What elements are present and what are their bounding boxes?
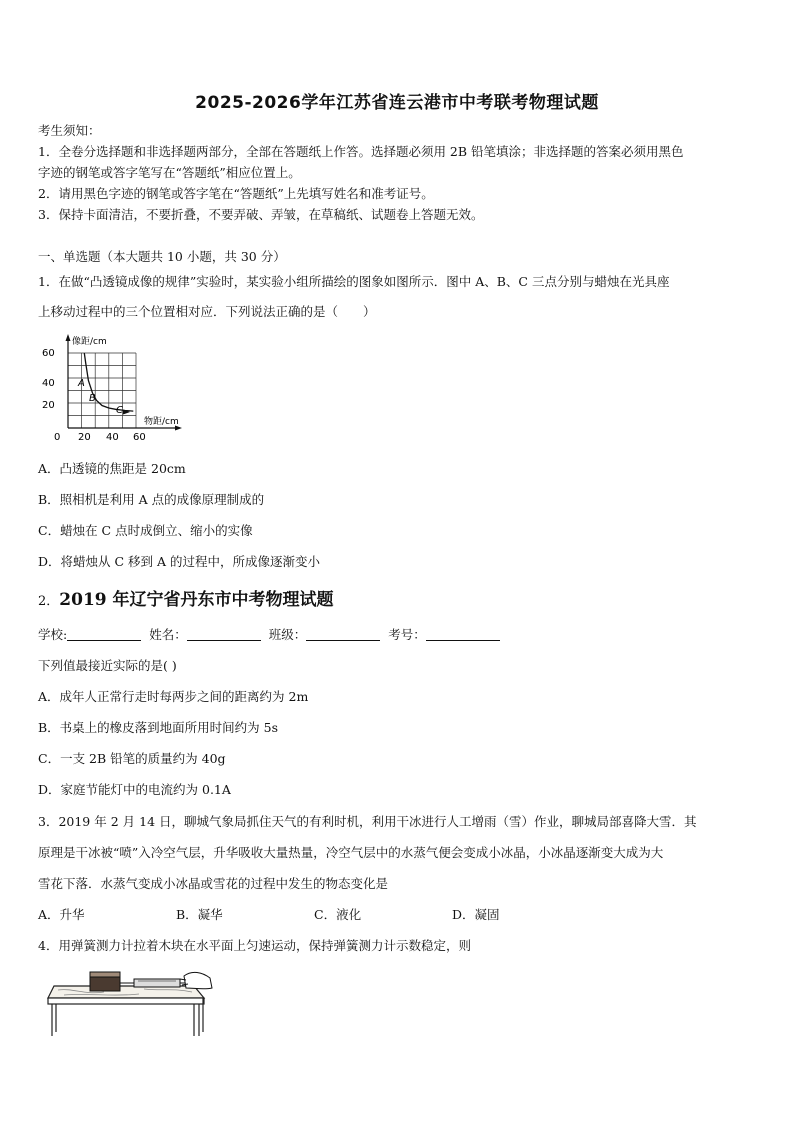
exam-no-label: 考号： (388, 627, 426, 642)
q3-option-d: D．凝固 (452, 907, 500, 922)
notice-heading: 考生须知： (38, 123, 101, 138)
y-axis (66, 334, 71, 428)
q2-title-text: 2019 年辽宁省丹东市中考物理试题 (59, 590, 334, 610)
x-tick-label: 60 (133, 432, 146, 443)
lens-image-graph (36, 332, 196, 444)
q2-option-d: D．家庭节能灯中的电流约为 0.1A (38, 782, 231, 797)
notice-item: 字迹的钢笔或答字笔写在“答题纸”相应位置上。 (38, 165, 301, 180)
q3-option-b: B．凝华 (176, 907, 223, 922)
x-tick-label: 0 (54, 432, 61, 443)
q1-option-d: D．将蜡烛从 C 移到 A 的过程中，所成像逐渐变小 (38, 554, 321, 569)
q3-option-c: C．液化 (314, 907, 362, 922)
y-axis-label: 像距/cm (72, 337, 107, 347)
school-blank[interactable] (67, 628, 141, 641)
q1-option-b: B．照相机是利用 A 点的成像原理制成的 (38, 492, 265, 507)
q3-stem: 3．2019 年 2 月 14 日，聊城气象局抓住天气的有利时机，利用干冰进行人工增雨（雪）作业，聊城局部喜降大雪．其 (38, 814, 697, 829)
q3-stem: 原理是干冰被“喷”入冷空气层，升华吸收大量热量，冷空气层中的水蒸气便会变成小冰晶，小冰晶逐渐变大成为大 (38, 845, 664, 860)
class-blank[interactable] (306, 628, 380, 641)
q2-number: 2． (38, 594, 60, 609)
q4-stem: 4．用弹簧测力计拉着木块在水平面上匀速运动，保持弹簧测力计示数稳定，则 (38, 938, 471, 953)
q3-options (38, 905, 738, 923)
q2-option-a: A．成年人正常行走时每两步之间的距离约为 2m (38, 689, 309, 704)
name-label: 姓名： (149, 627, 187, 642)
q2-stem: 下列值最接近实际的是( ) (38, 658, 177, 673)
point-label-a: A (78, 378, 85, 389)
q3-option-a: A．升华 (38, 907, 85, 922)
q1-stem: 1．在做“凸透镜成像的规律”实验时，某实验小组所描绘的图象如图所示．图中 A、B、C 三点分别与蜡烛在光具座 (38, 274, 670, 289)
exam-no-blank[interactable] (426, 628, 500, 641)
point-label-b: B (89, 393, 96, 404)
page-title: 2025-2026学年江苏省连云港市中考联考物理试题 (195, 93, 599, 113)
name-blank[interactable] (187, 628, 261, 641)
table-icon (48, 986, 204, 1036)
section-heading: 一、单选题（本大题共 10 小题，共 30 分） (38, 249, 286, 264)
school-label: 学校: (38, 627, 68, 642)
q2-option-c: C．一支 2B 铅笔的质量约为 40g (38, 751, 226, 766)
notice-item: 3．保持卡面清洁，不要折叠，不要弄破、弄皱，在草稿纸、试题卷上答题无效。 (38, 207, 484, 222)
notice-item: 1．全卷分选择题和非选择题两部分，全部在答题纸上作答。选择题必须用 2B 铅笔填涂；非选择题的答案必须用黑色 (38, 144, 684, 159)
notice-item: 2．请用黑色字迹的钢笔或答字笔在“答题纸”上先填写姓名和准考证号。 (38, 186, 434, 201)
q1-option-a: A．凸透镜的焦距是 20cm (38, 461, 186, 476)
y-tick-label: 20 (42, 400, 55, 411)
x-tick-label: 40 (106, 432, 119, 443)
y-tick-label: 60 (42, 348, 55, 359)
x-tick-label: 20 (78, 432, 91, 443)
q2-title (38, 585, 334, 610)
point-label-c: C (116, 405, 123, 416)
student-info-fields (38, 625, 504, 643)
spring-scale-figure (44, 966, 214, 1040)
graph-grid (68, 353, 136, 428)
q1-stem: 上移动过程中的三个位置相对应．下列说法正确的是（ ） (38, 304, 376, 319)
q1-option-c: C．蜡烛在 C 点时成倒立、缩小的实像 (38, 523, 253, 538)
q2-option-b: B．书桌上的橡皮落到地面所用时间约为 5s (38, 720, 279, 735)
y-tick-label: 40 (42, 378, 55, 389)
x-axis-label: 物距/cm (144, 417, 179, 427)
q3-stem: 雪花下落．水蒸气变成小冰晶或雪花的过程中发生的物态变化是 (38, 876, 389, 891)
wood-block-icon (90, 972, 120, 991)
class-label: 班级： (268, 627, 307, 642)
